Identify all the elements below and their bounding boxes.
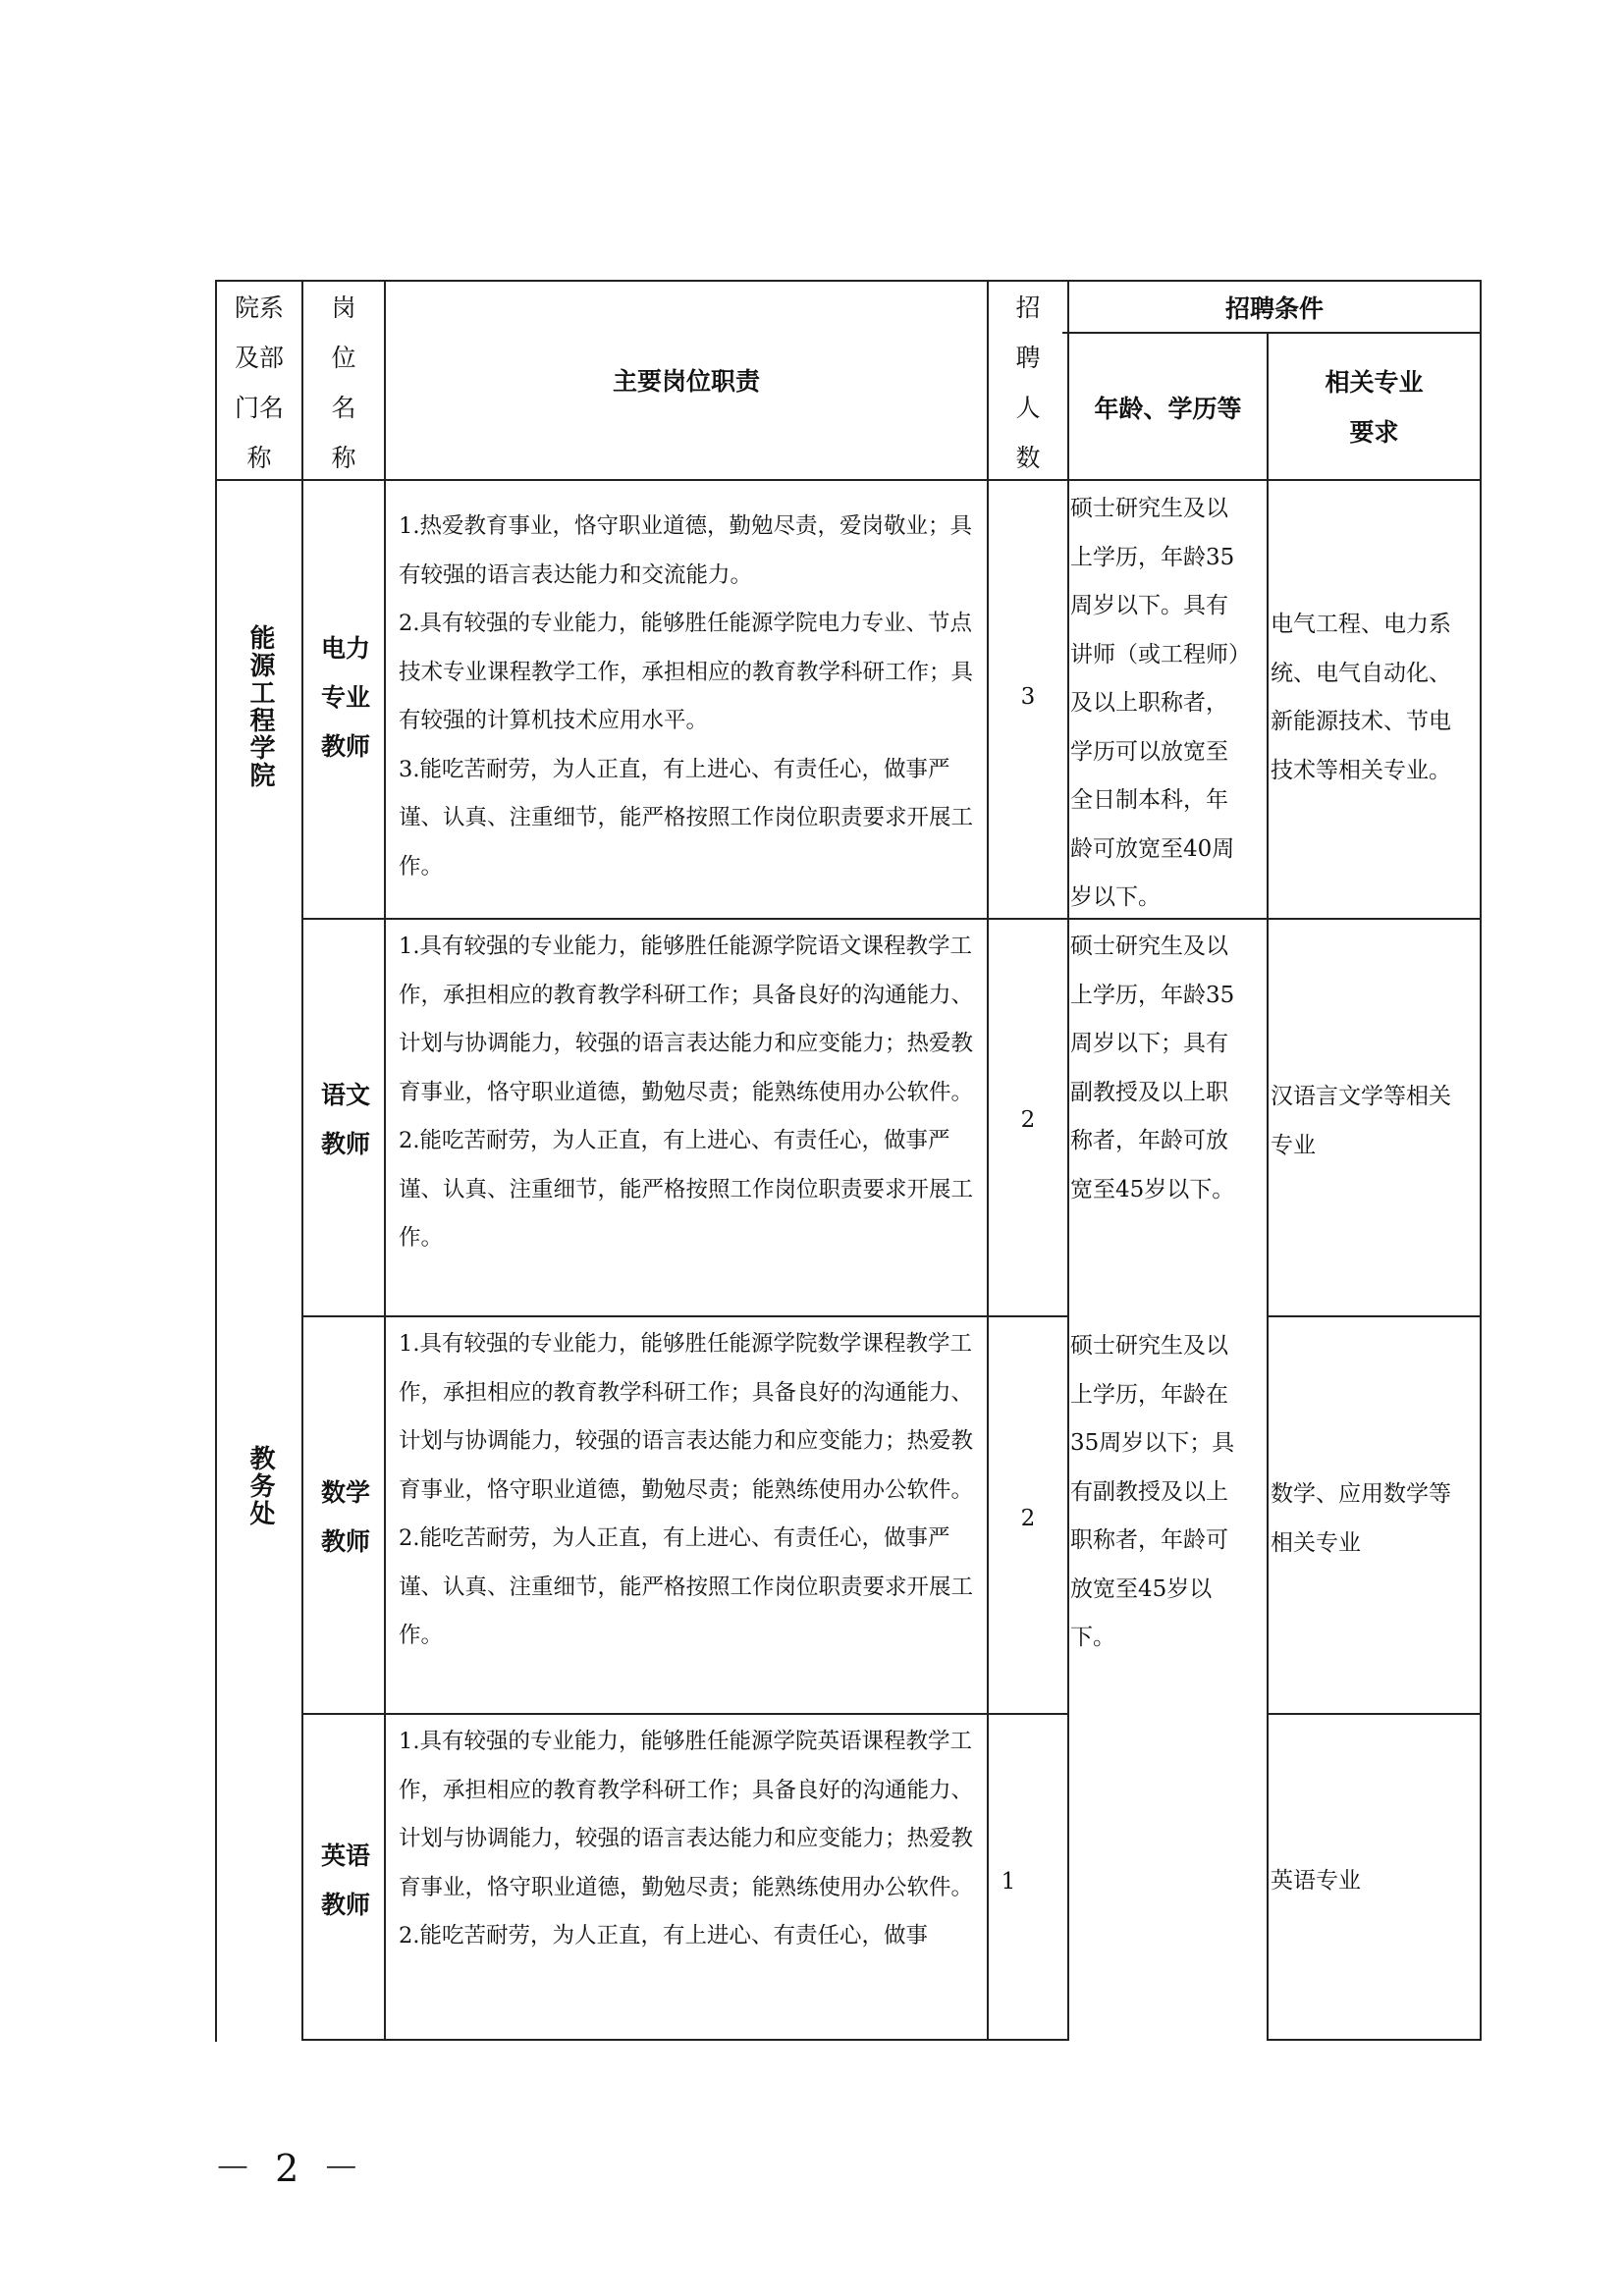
header-post-line: 位 [331,344,356,372]
duties-english [399,1718,978,2038]
major-english: 英语专业 [1271,1868,1361,1894]
cond-major-divider [1267,332,1269,2041]
header-dept-line: 院系 [234,294,284,322]
table-top-border [215,280,1482,282]
duty-item: 2.能吃苦耐劳，为人正直，有上进心、有责任心，做事严谨、认真、注重细节，能严格按照工作岗位职责要求开展工作。 [399,1525,974,1648]
post-english-line: 英语 [320,1842,370,1870]
header-dept [217,283,301,483]
count-math: 2 [1020,1506,1036,1531]
header-post-line: 岗 [331,294,356,322]
header-count [989,283,1067,483]
conditions-chinese: 硕士研究生及以上学历，年龄35周岁以下；具有副教授及以上职称者，年龄可放宽至45岁以下。 [1070,934,1235,1202]
duty-item: 2.能吃苦耐劳，为人正直，有上进心、有责任心，做事严谨、认真、注重细节，能严格按照工作岗位职责要求开展工作。 [399,1128,974,1251]
header-major-line: 要求 [1349,418,1399,447]
row-divider-2 [301,1315,1069,1317]
duty-item: 2.能吃苦耐劳，为人正直，有上进心、有责任心，做事 [399,1923,928,1949]
count-english: 1 [1001,1869,1016,1895]
post-english [306,1832,385,1930]
row-divider-1 [301,918,1482,920]
duty-count-divider [987,280,989,2041]
header-count-line: 招 [1015,294,1041,322]
table-left-border [215,280,217,2042]
conditions-electric: 硕士研究生及以上学历，年龄35周岁以下。具有讲师（或工程师）及以上职称者，学历可以放宽至全日制本科，年龄可放宽至40周岁以下。 [1070,496,1240,910]
duties-math [399,1320,978,1661]
header-count-line: 聘 [1015,344,1041,372]
duty-item: 1.具有较强的专业能力，能够胜任能源学院英语课程教学工作，承担相应的教育教学科研工作；具备良好的沟通能力、计划与协调能力，较强的语言表达能力和应变能力；热爱教育事业，恪守职业道德，勤勉尽责；能熟练使用办公软件。 [399,1729,974,1900]
header-post-line: 名 [331,394,356,422]
row-divider-2-major [1267,1315,1482,1317]
table-bottom-border [301,2039,1069,2041]
post-chinese-line: 教师 [320,1130,370,1158]
header-count-line: 人 [1015,394,1041,422]
post-math-line: 教师 [320,1527,370,1556]
post-chinese-line: 语文 [320,1081,370,1109]
duty-item: 2.具有较强的专业能力，能够胜任能源学院电力专业、节点技术专业课程教学工作，承担相应的教育教学科研工作；具有较强的计算机技术应用水平。 [399,611,974,733]
post-math [306,1468,385,1567]
header-post-line: 称 [331,444,356,472]
dept-post-divider [301,280,303,2041]
post-math-line: 数学 [320,1478,370,1507]
post-electric [306,624,385,772]
dept-academic: 教务处 [245,1445,275,1527]
duty-item: 3.能吃苦耐劳，为人正直，有上进心、有责任心，做事严谨、认真、注重细节，能严格按照工作岗位职责要求开展工作。 [399,756,974,880]
conditions-math: 硕士研究生及以上学历，年龄在35周岁以下；具有副教授及以上职称者，年龄可放宽至45岁以下。 [1070,1333,1235,1650]
row-divider-3-major [1267,1713,1482,1715]
duties-chinese [399,923,978,1263]
header-dept-line: 称 [246,444,272,472]
page-number: － 2 － [214,2147,366,2190]
header-major-line: 相关专业 [1325,368,1424,397]
post-electric-line: 电力 [320,634,370,663]
dept-energy: 能源工程学院 [245,624,275,789]
header-duties: 主要岗位职责 [612,367,760,396]
post-english-line: 教师 [320,1891,370,1919]
count-electric: 3 [1020,684,1036,710]
count-chinese: 2 [1020,1107,1036,1133]
header-dept-line: 门名 [234,394,284,422]
header-bottom-border [215,479,1482,481]
post-chinese [306,1071,385,1169]
header-major [1269,357,1480,457]
table-right-border [1480,280,1482,2041]
post-electric-line: 教师 [320,732,370,761]
header-post [303,283,384,483]
header-conditions: 招聘条件 [1224,294,1324,323]
post-electric-line: 专业 [320,683,370,712]
major-electric: 电气工程、电力系统、电气自动化、新能源技术、节电技术等相关专业。 [1271,612,1451,783]
header-dept-line: 及部 [234,344,284,372]
duty-item: 1.具有较强的专业能力，能够胜任能源学院数学课程教学工作，承担相应的教育教学科研工作；具备良好的沟通能力、计划与协调能力，较强的语言表达能力和应变能力；热爱教育事业，恪守职业道德，勤勉尽责；能熟练使用办公软件。 [399,1331,974,1503]
duty-item: 1.热爱教育事业，恪守职业道德，勤勉尽责，爱岗敬业；具有较强的语言表达能力和交流能力。 [399,513,972,588]
table-bottom-border-major [1267,2039,1482,2041]
major-chinese: 汉语言文学等相关专业 [1271,1084,1451,1158]
row-divider-3 [301,1713,1069,1715]
header-age-edu: 年龄、学历等 [1094,395,1242,423]
duties-electric [399,503,978,891]
count-cond-divider [1067,280,1069,2041]
major-math: 数学、应用数学等相关专业 [1271,1481,1451,1556]
duty-item: 1.具有较强的专业能力，能够胜任能源学院语文课程教学工作，承担相应的教育教学科研工作；具备良好的沟通能力、计划与协调能力，较强的语言表达能力和应变能力；热爱教育事业，恪守职业道德，勤勉尽责；能熟练使用办公软件。 [399,934,974,1105]
header-count-line: 数 [1015,444,1041,472]
